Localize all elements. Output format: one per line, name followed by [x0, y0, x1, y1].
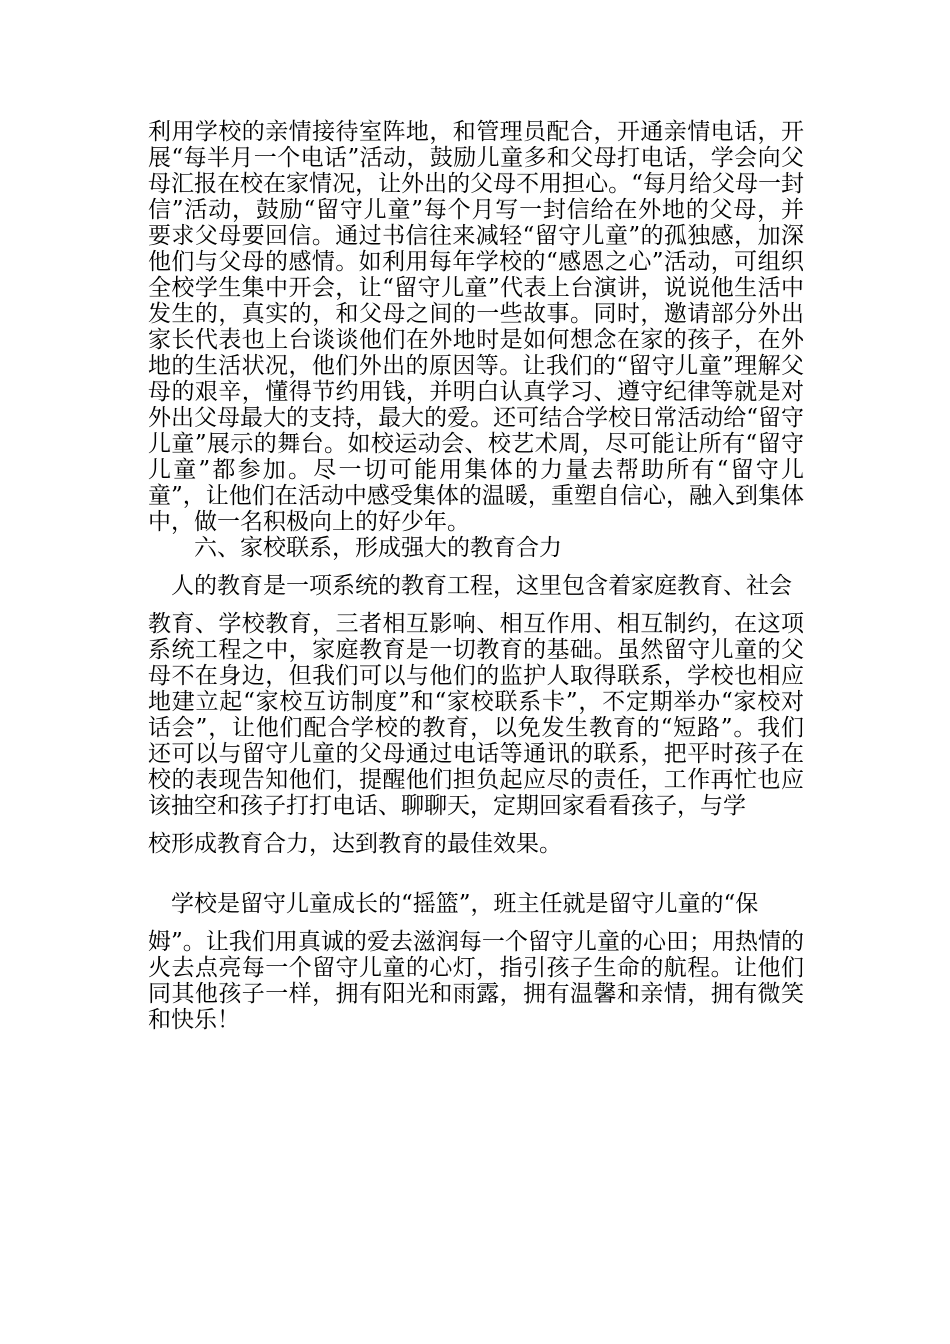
- paragraph-home-school-body: 教育、学校教育，三者相互影响、相互作用、相互制约，在这项系统工程之中，家庭教育是一切教育的基础。虽然留守儿童的父母不在身边，但我们可以与他们的监护人取得联系，学校也相应地建立起“家校互访制度”和“家校联系卡”，不定期举办“家校对话会”，让他们配合学校的教育，以免发生教育的“短路”。我们还可以与留守儿童的父母通过电话等通讯的联系，把平时孩子在校的表现告知他们，提醒他们担负起应尽的责任，工作再忙也应该抽空和孩子打打电话、聊聊天，定期回家看看孩子，与学: [148, 611, 804, 819]
- spacer: [148, 917, 804, 929]
- spacer: [148, 561, 804, 573]
- document-body: [148, 119, 804, 1033]
- spacer: [148, 857, 804, 891]
- section-heading-six: 六、家校联系，形成强大的教育合力: [194, 535, 562, 561]
- paragraph-conclusion-first-line: 学校是留守儿童成长的“摇篮”，班主任就是留守儿童的“保: [171, 891, 759, 917]
- paragraph-home-school-last-line: 校形成教育合力，达到教育的最佳效果。: [148, 831, 562, 857]
- spacer: [148, 819, 804, 831]
- spacer: [148, 599, 804, 611]
- paragraph-home-school-first-line: 人的教育是一项系统的教育工程，这里包含着家庭教育、社会: [171, 573, 792, 599]
- paragraph-conclusion-body: 姆”。让我们用真诚的爱去滋润每一个留守儿童的心田；用热情的火去点亮每一个留守儿童的心灯，指引孩子生命的航程。让他们同其他孩子一样，拥有阳光和雨露，拥有温馨和亲情，拥有微笑和快乐！: [148, 929, 804, 1033]
- paragraph-parent-contact-activities: 利用学校的亲情接待室阵地，和管理员配合，开通亲情电话，开展“每半月一个电话”活动，鼓励儿童多和父母打电话，学会向父母汇报在校在家情况，让外出的父母不用担心。“每月给父母一封信”活动，鼓励“留守儿童”每个月写一封信给在外地的父母，并要求父母要回信。通过书信往来减轻“留守儿童”的孤独感，加深他们与父母的感情。如利用每年学校的“感恩之心”活动，可组织全校学生集中开会，让“留守儿童”代表上台演讲，说说他生活中发生的，真实的，和父母之间的一些故事。同时，邀请部分外出家长代表也上台谈谈他们在外地时是如何想念在家的孩子，在外地的生活状况，他们外出的原因等。让我们的“留守儿童”理解父母的艰辛，懂得节约用钱，并明白认真学习、遵守纪律等就是对外出父母最大的支持，最大的爱。还可结合学校日常活动给“留守儿童”展示的舞台。如校运动会、校艺术周，尽可能让所有“留守儿童”都参加。尽一切可能用集体的力量去帮助所有“留守儿童”，让他们在活动中感受集体的温暖，重塑自信心，融入到集体中，做一名积极向上的好少年。: [148, 119, 804, 535]
